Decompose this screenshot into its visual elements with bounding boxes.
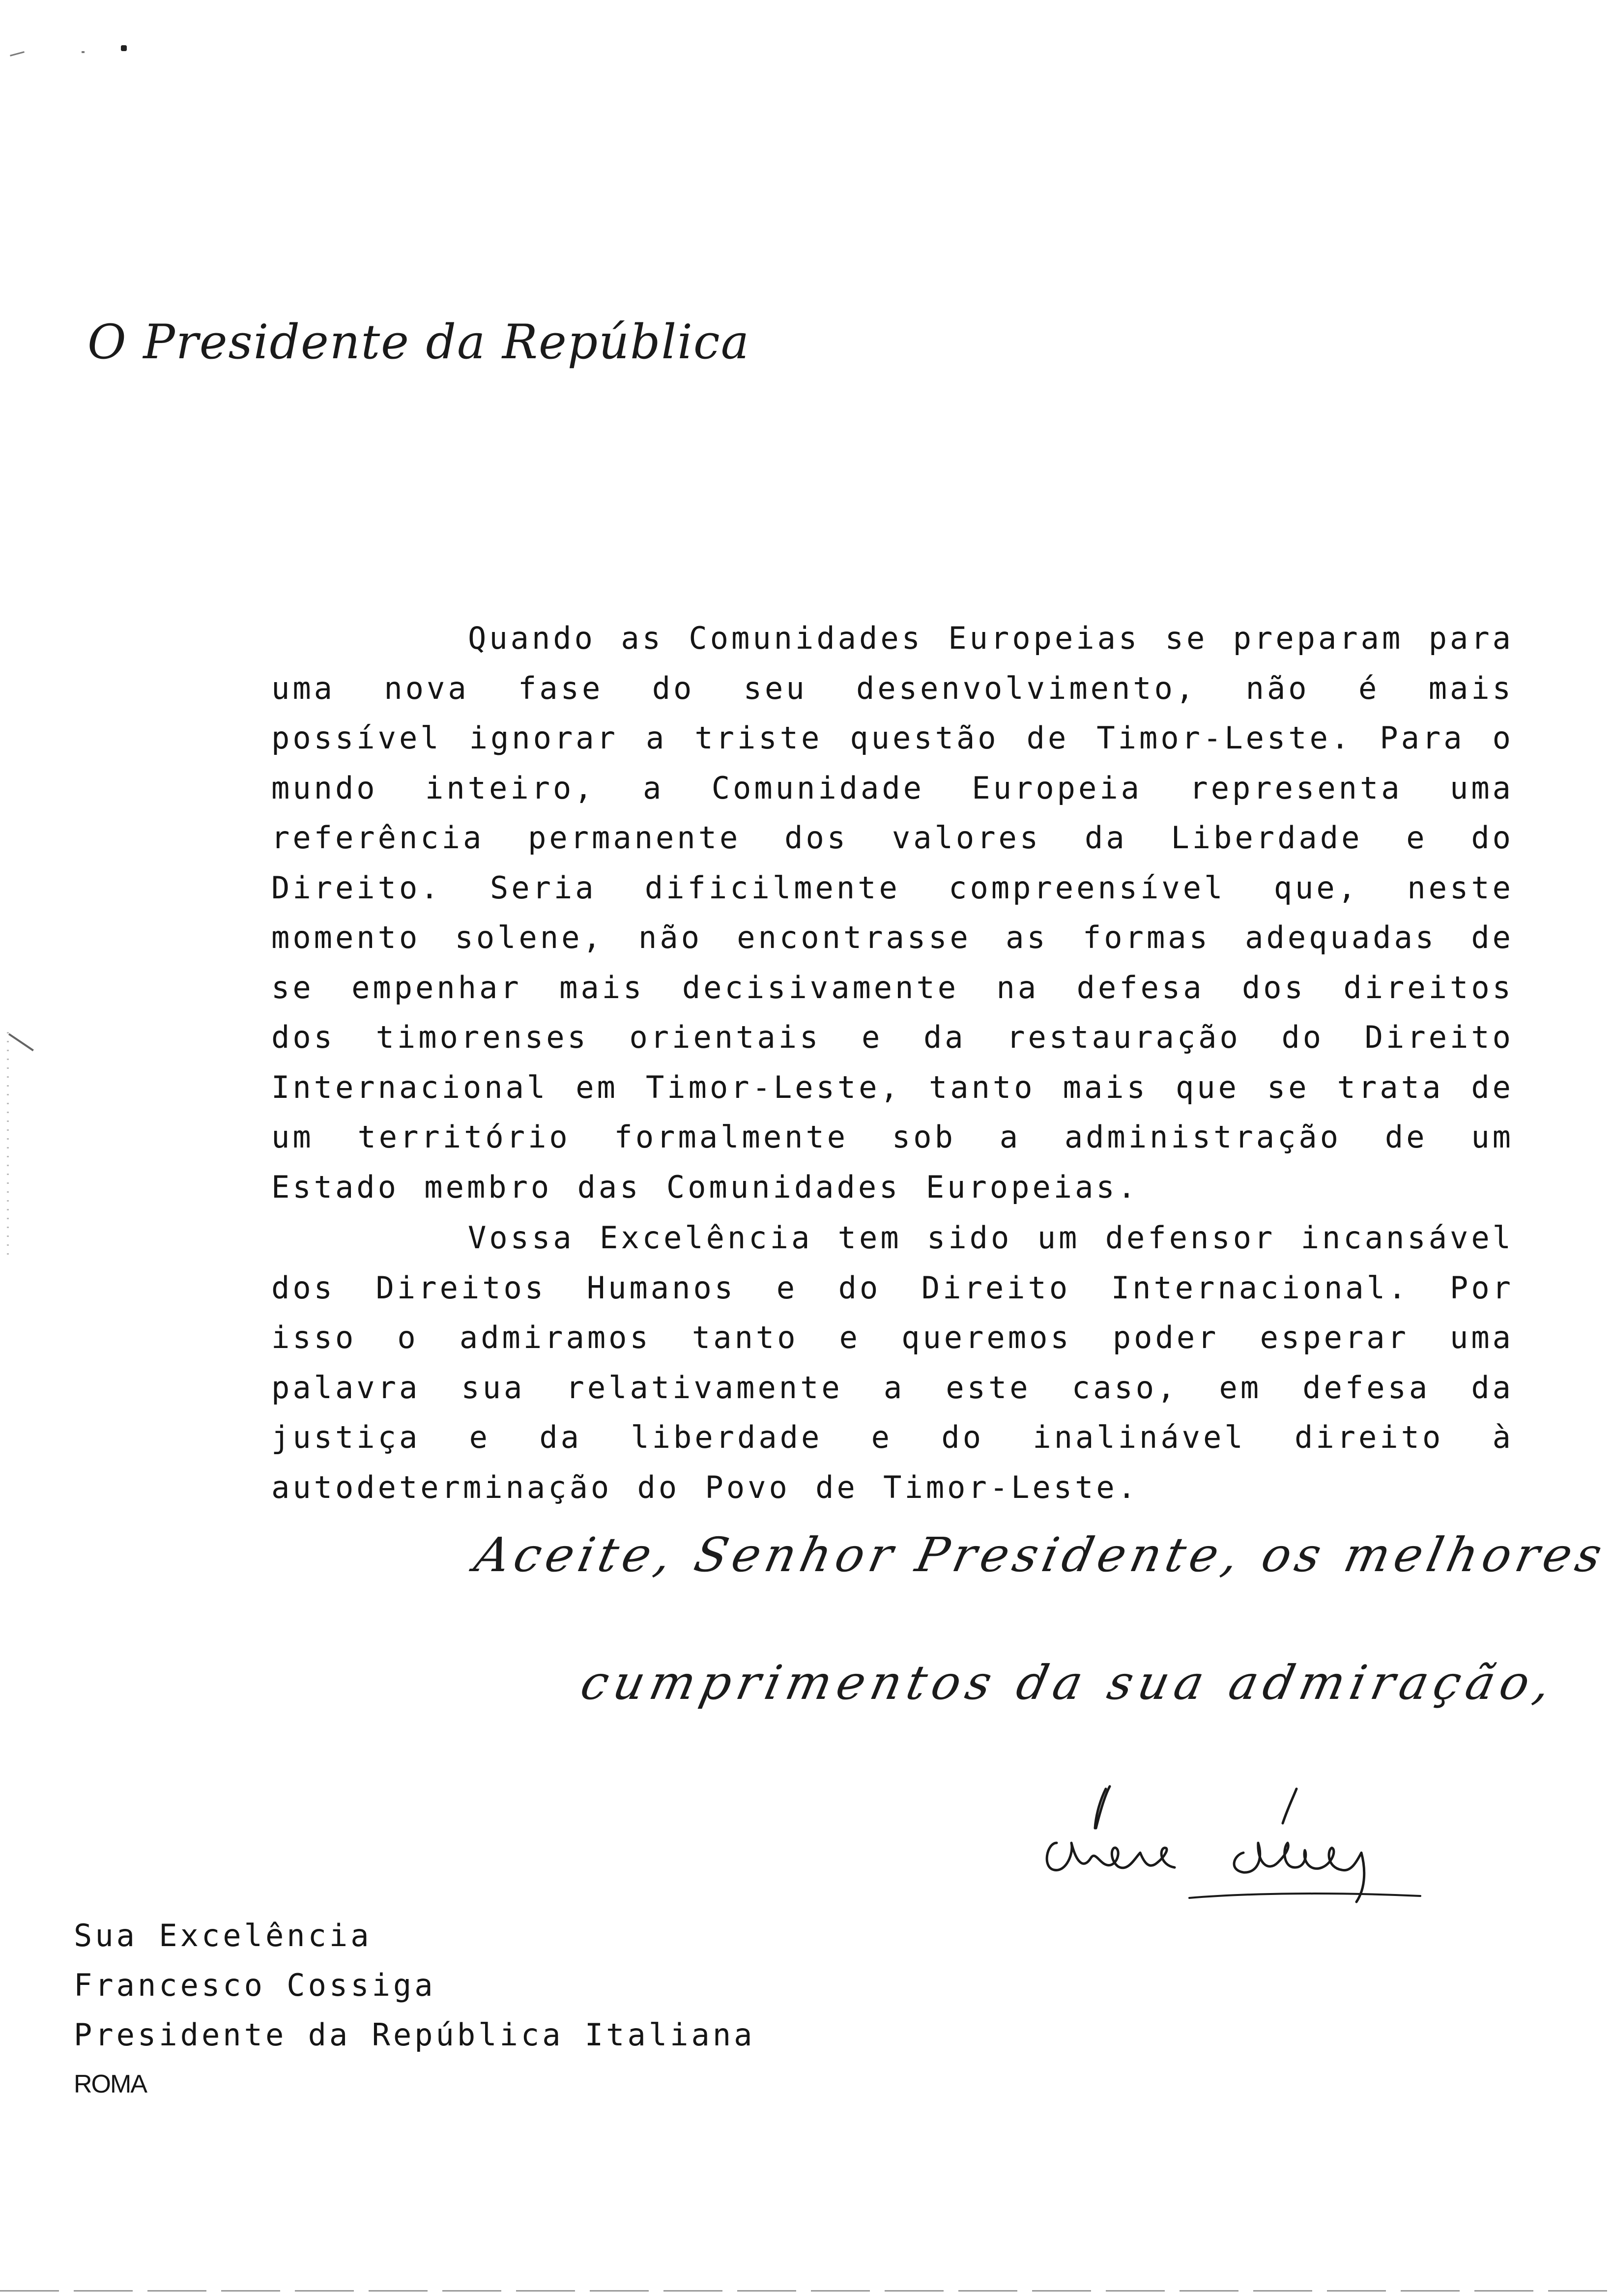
handwritten-closing-line-2: cumprimentos da sua admiração, [576,1655,1562,1710]
scan-edge-dots [7,1032,9,1258]
scan-speck [8,1033,34,1051]
address-name: Francesco Cossiga [74,1967,436,2003]
body-paragraph-2: Vossa Excelência tem sido um defensor incansável dos Direitos Humanos e do Direito Internacional. Por isso o admiramos tanto e queremos poder esperar uma palavra sua relativamente a este caso, em defesa da justiça e da liberdade e do inalinável direito à autodeterminação do Povo de Timor-Leste. [271,1220,1514,1505]
letterhead-title: O Presidente da República [87,315,750,370]
recipient-address [74,1911,755,2109]
address-city: ROMA [74,2070,146,2098]
handwritten-signature [1027,1769,1430,1907]
scan-speck [121,45,127,51]
scan-speck [10,51,25,57]
address-position: Presidente da República Italiana [74,2017,755,2053]
scan-speck [82,51,85,53]
address-salutation: Sua Excelência [74,1918,372,1953]
scan-bottom-edge [0,2290,1612,2292]
body-paragraph-1: Quando as Comunidades Europeias se preparam para uma nova fase do seu desenvolvimento, não é mais possível ignorar a triste questão de Timor-Leste. Para o mundo inteiro, a Comunidade Europeia representa uma referência permanente dos valores da Liberdade e do Direito. Seria dificilmente compreensível que, neste momento solene, não encontrasse as formas adequadas de se empenhar mais decisivamente na defesa dos direitos dos timorenses orientais e da restauração do Direito Internacional em Timor-Leste, tanto mais que se trata de um território formalmente sob a administração de um Estado membro das Comunidades Europeias. [271,620,1514,1205]
handwritten-closing-line-1: Aceite, Senhor Presidente, os melhores [470,1527,1612,1582]
